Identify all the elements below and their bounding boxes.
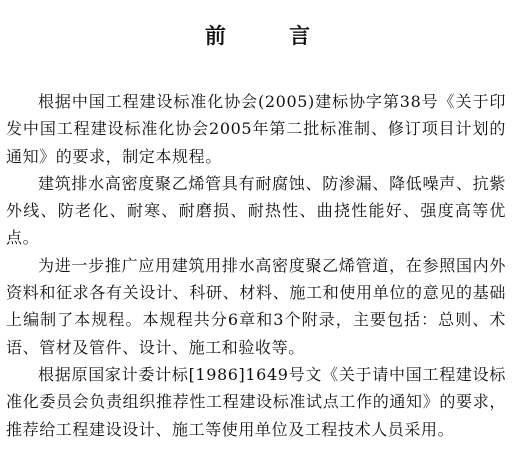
paragraph-3: 为进一步推广应用建筑用排水高密度聚乙烯管道，在参照国内外资料和征求各有关设计、科研、材料、施工和使用单位的意见的基础上编制了本规程。本规程共分6章和3个附录，主要包括：总则、术语、管材及管件、设计、施工和验收等。	[6, 255, 506, 357]
paragraph-2: 建筑排水高密度聚乙烯管具有耐腐蚀、防渗漏、降低噪声、抗紫外线、防老化、耐寒、耐磨损、耐热性、曲挠性能好、强度高等优点。	[6, 173, 506, 248]
document-title: 前 言	[204, 24, 339, 48]
document-body	[6, 88, 506, 443]
paragraph-4: 根据原国家计委计标[1986]1649号文《关于请中国工程建设标准化委员会负责组织推荐性工程建设标准试点工作的通知》的要求，推荐给工程建设设计、施工等使用单位及工程技术人员采用。	[6, 364, 506, 439]
paragraph-1: 根据中国工程建设标准化协会(2005)建标协字第38号《关于印发中国工程建设标准化协会2005年第二批标准制、修订项目计划的通知》的要求，制定本规程。	[6, 92, 506, 166]
